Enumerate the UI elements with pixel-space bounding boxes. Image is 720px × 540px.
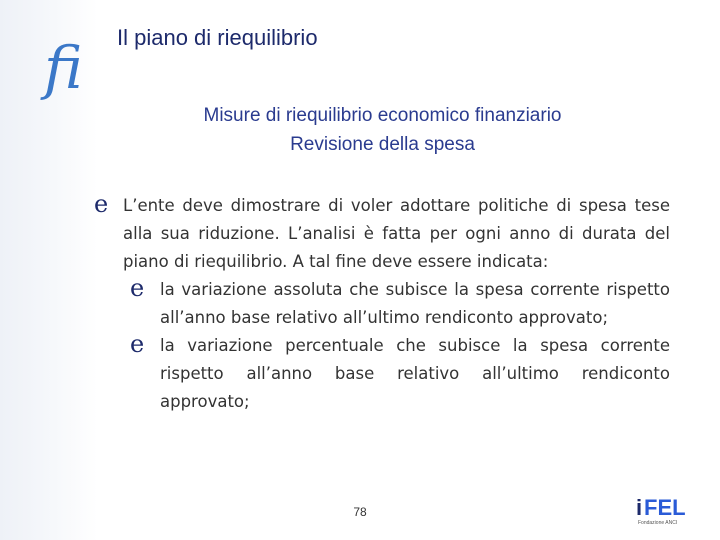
sub-bullet-1 bbox=[90, 276, 670, 332]
svg-text:FEL: FEL bbox=[644, 495, 686, 520]
body-text bbox=[90, 192, 670, 416]
main-bullet bbox=[90, 192, 670, 276]
sub-bullet-text: la variazione percentuale che subisce la spesa corrente rispetto all’anno base relativo all’ultimo rendiconto approvato; bbox=[160, 336, 670, 411]
subtitle-line-1: Misure di riequilibrio economico finanziario bbox=[203, 105, 562, 126]
e-bullet-icon: e bbox=[130, 330, 145, 358]
fi-logo-icon bbox=[40, 30, 100, 102]
sub-bullet-text: la variazione assoluta che subisce la spesa corrente rispetto all’anno base relativo all’ultimo rendiconto approvato; bbox=[160, 280, 670, 327]
page-title: Il piano di riequilibrio bbox=[117, 25, 318, 50]
page-number: 78 bbox=[353, 505, 367, 519]
e-bullet-icon: e bbox=[94, 190, 109, 218]
ifel-logo-icon bbox=[634, 491, 698, 531]
main-bullet-text: L’ente deve dimostrare di voler adottare politiche di spesa tese alla sua riduzione. L’analisi è fatta per ogni anno di durata del piano di riequilibrio. A tal fine deve essere indicata: bbox=[123, 196, 670, 271]
svg-text:Fondazione ANCI: Fondazione ANCI bbox=[638, 520, 678, 526]
sub-bullet-2 bbox=[90, 332, 670, 416]
subtitle-line-2: Revisione della spesa bbox=[290, 134, 475, 155]
e-bullet-icon: e bbox=[130, 274, 145, 302]
svg-text:fi: fi bbox=[44, 34, 83, 102]
svg-text:i: i bbox=[636, 495, 643, 520]
